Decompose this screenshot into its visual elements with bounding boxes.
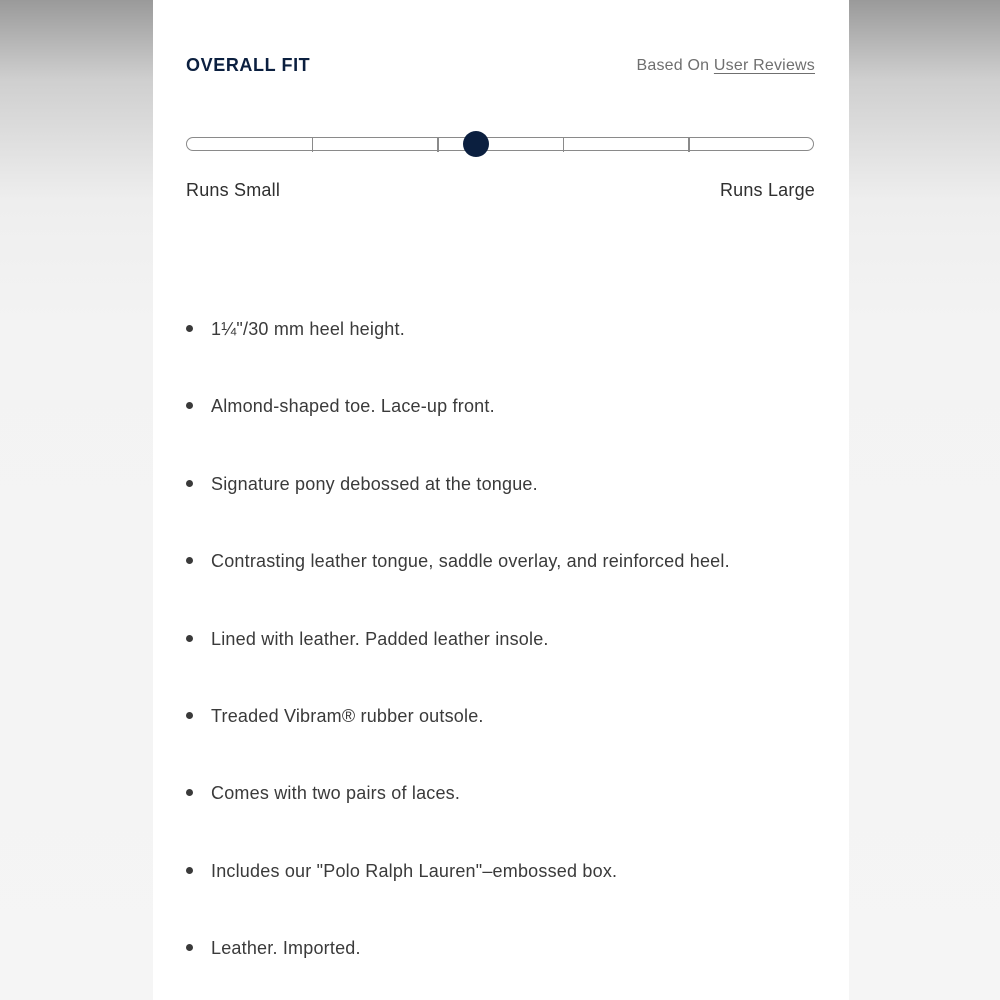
- feature-item: [186, 471, 826, 548]
- feature-text: Comes with two pairs of laces.: [211, 783, 461, 804]
- bullet-icon: [186, 480, 193, 487]
- feature-text: Treaded Vibram® rubber outsole.: [211, 705, 484, 726]
- feature-text: Lined with leather. Padded leather insole.: [211, 628, 549, 649]
- bullet-icon: [186, 557, 193, 564]
- reviews-note-prefix: Based On: [636, 57, 710, 74]
- bullet-icon: [186, 944, 193, 951]
- feature-text: 1¼"/30 mm heel height.: [211, 319, 405, 339]
- bullet-icon: [186, 325, 193, 332]
- feature-list: [186, 316, 826, 1000]
- feature-text: Includes our "Polo Ralph Lauren"–embossed box.: [211, 860, 618, 881]
- feature-item: [186, 393, 826, 470]
- overall-fit-slider[interactable]: [186, 137, 814, 155]
- feature-item: [186, 316, 826, 393]
- feature-item: [186, 626, 826, 703]
- bullet-icon: [186, 867, 193, 874]
- bullet-icon: [186, 789, 193, 796]
- runs-large-label: Runs Large: [719, 180, 815, 200]
- feature-text: Leather. Imported.: [211, 938, 361, 959]
- fit-slider-tick: [688, 138, 690, 152]
- feature-item: [186, 935, 826, 1000]
- product-details-panel: [153, 0, 849, 1000]
- feature-text: Signature pony debossed at the tongue.: [211, 473, 538, 494]
- reviews-note: [636, 57, 815, 75]
- overall-fit-header: [186, 55, 815, 81]
- bullet-icon: [186, 402, 193, 409]
- bullet-icon: [186, 712, 193, 719]
- fit-slider-track[interactable]: [186, 137, 814, 151]
- bullet-icon: [186, 635, 193, 642]
- feature-text: Almond-shaped toe. Lace-up front.: [211, 396, 495, 417]
- fit-slider-thumb[interactable]: [463, 131, 489, 157]
- user-reviews-link[interactable]: User Reviews: [713, 57, 815, 74]
- feature-text: Contrasting leather tongue, saddle overlay, and reinforced heel.: [211, 551, 730, 572]
- feature-item: [186, 780, 826, 857]
- fit-slider-tick: [312, 138, 314, 152]
- feature-item: [186, 703, 826, 780]
- feature-item: [186, 858, 826, 935]
- overall-fit-title: OVERALL FIT: [186, 55, 311, 75]
- fit-slider-tick: [563, 138, 565, 152]
- runs-small-label: Runs Small: [186, 180, 281, 200]
- fit-slider-tick: [437, 138, 439, 152]
- feature-item: [186, 548, 826, 625]
